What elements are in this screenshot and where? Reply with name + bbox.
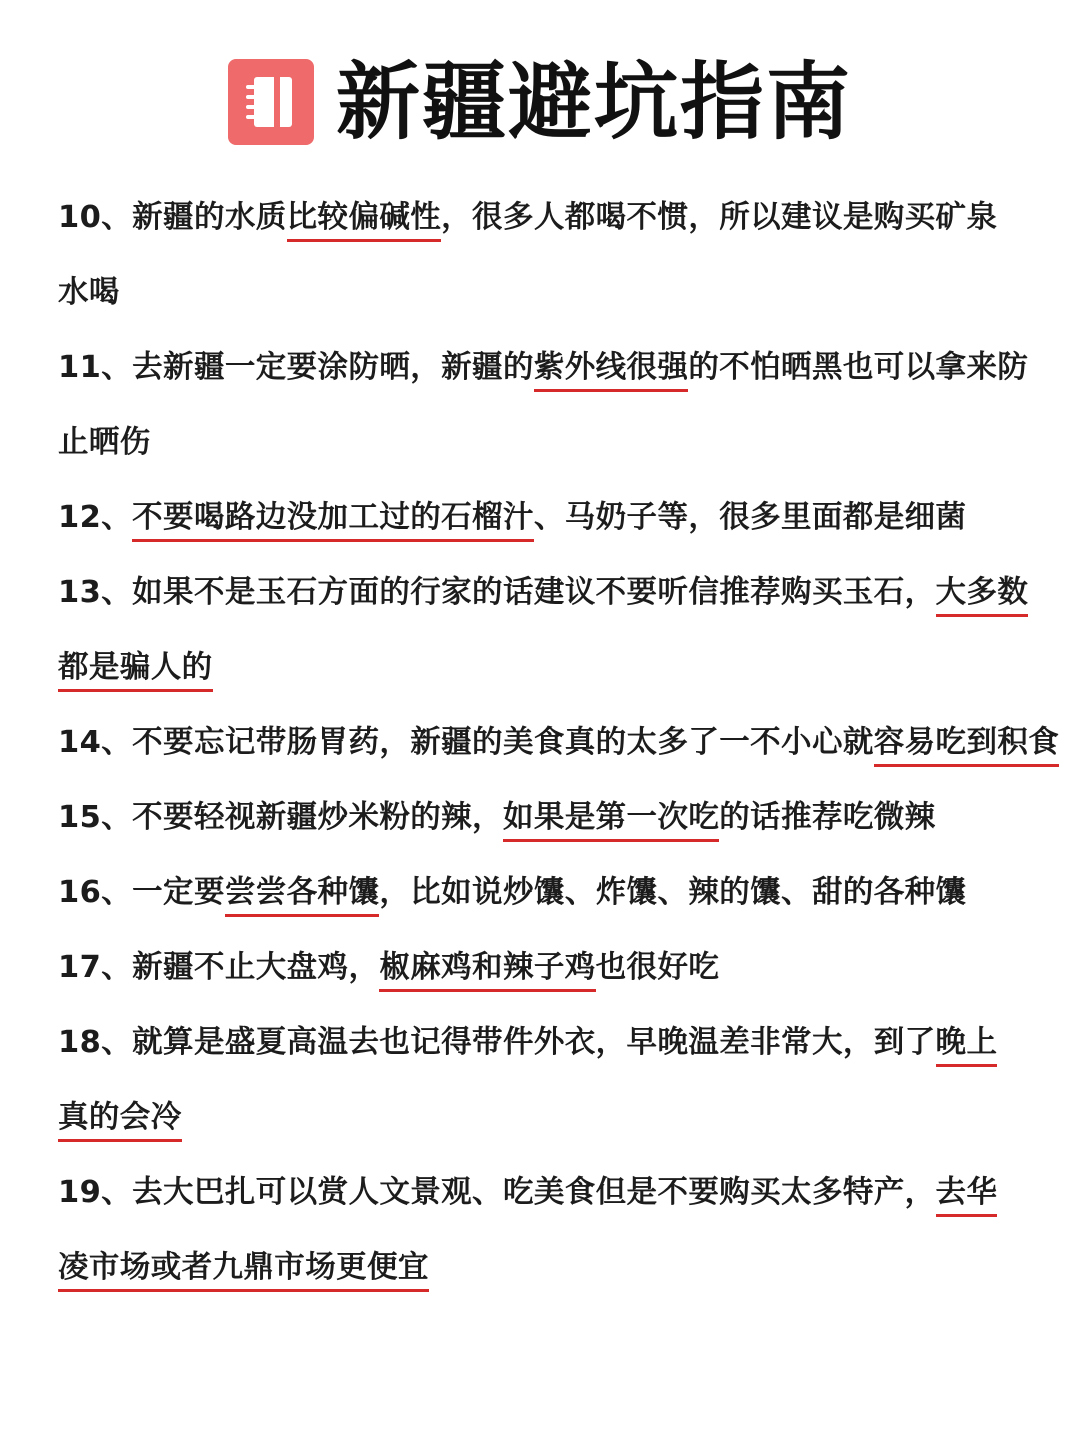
tip-text: 水喝 (58, 275, 120, 310)
tip-item-14 (58, 705, 1080, 780)
highlighted-text: 真的会冷 (58, 1100, 182, 1142)
tip-text: 的话推荐吃微辣 (719, 800, 936, 835)
highlighted-text: 紫外线很强 (534, 350, 689, 392)
tip-text: 12、 (58, 500, 133, 535)
highlighted-text: 如果是第一次吃 (503, 800, 719, 842)
tip-item-12 (58, 480, 1080, 555)
title-bar (0, 52, 1080, 152)
tip-item-10 (58, 180, 1080, 330)
tip-item-18 (58, 1005, 1080, 1155)
tip-text: ，很多人都喝不惯，所以建议是购买矿泉 (441, 200, 998, 235)
tip-item-11 (58, 330, 1080, 480)
tips-list (58, 180, 1080, 1305)
tip-text: 11、去新疆一定要涂防晒，新疆的 (58, 350, 534, 385)
tip-text: ，比如说炒馕、炸馕、辣的馕、甜的各种馕 (379, 875, 967, 910)
tip-text: 14、不要忘记带肠胃药，新疆的美食真的太多了一不小心就 (58, 725, 874, 760)
page-title: 新疆避坑指南 (335, 53, 852, 151)
highlighted-text: 不要喝路边没加工过的石榴汁 (132, 500, 534, 542)
tip-text: 的不怕晒黑也可以拿来防 (688, 350, 1029, 385)
highlighted-text: 凌市场或者九鼎市场更便宜 (58, 1250, 429, 1292)
highlighted-text: 容易吃到积食 (874, 725, 1059, 767)
tip-text: 17、新疆不止大盘鸡， (58, 950, 380, 985)
highlighted-text: 大多数 (936, 575, 1029, 617)
highlighted-text: 比较偏碱性 (287, 200, 442, 242)
highlighted-text: 都是骗人的 (58, 650, 213, 692)
tip-item-17 (58, 930, 1080, 1005)
highlighted-text: 去华 (936, 1175, 998, 1217)
tip-text: 13、如果不是玉石方面的行家的话建议不要听信推荐购买玉石， (58, 575, 936, 610)
tip-text: 19、去大巴扎可以赏人文景观、吃美食但是不要购买太多特产， (58, 1175, 936, 1210)
book-icon-graphic (228, 59, 314, 145)
tip-text: 16、一定要 (58, 875, 225, 910)
highlighted-text: 尝尝各种馕 (225, 875, 380, 917)
tip-item-19 (58, 1155, 1080, 1305)
book-icon (228, 59, 314, 145)
tip-text: 也很好吃 (595, 950, 720, 985)
tip-text: 、马奶子等，很多里面都是细菌 (533, 500, 967, 535)
highlighted-text: 晚上 (936, 1025, 998, 1067)
tip-item-13 (58, 555, 1080, 705)
tip-item-16 (58, 855, 1080, 930)
tip-text: 止晒伤 (58, 425, 151, 460)
tip-item-15 (58, 780, 1080, 855)
highlighted-text: 椒麻鸡和辣子鸡 (379, 950, 595, 992)
tip-text: 18、就算是盛夏高温去也记得带件外衣，早晚温差非常大，到了 (58, 1025, 936, 1060)
tip-text: 10、新疆的水质 (58, 200, 287, 235)
tip-text: 15、不要轻视新疆炒米粉的辣， (58, 800, 503, 835)
